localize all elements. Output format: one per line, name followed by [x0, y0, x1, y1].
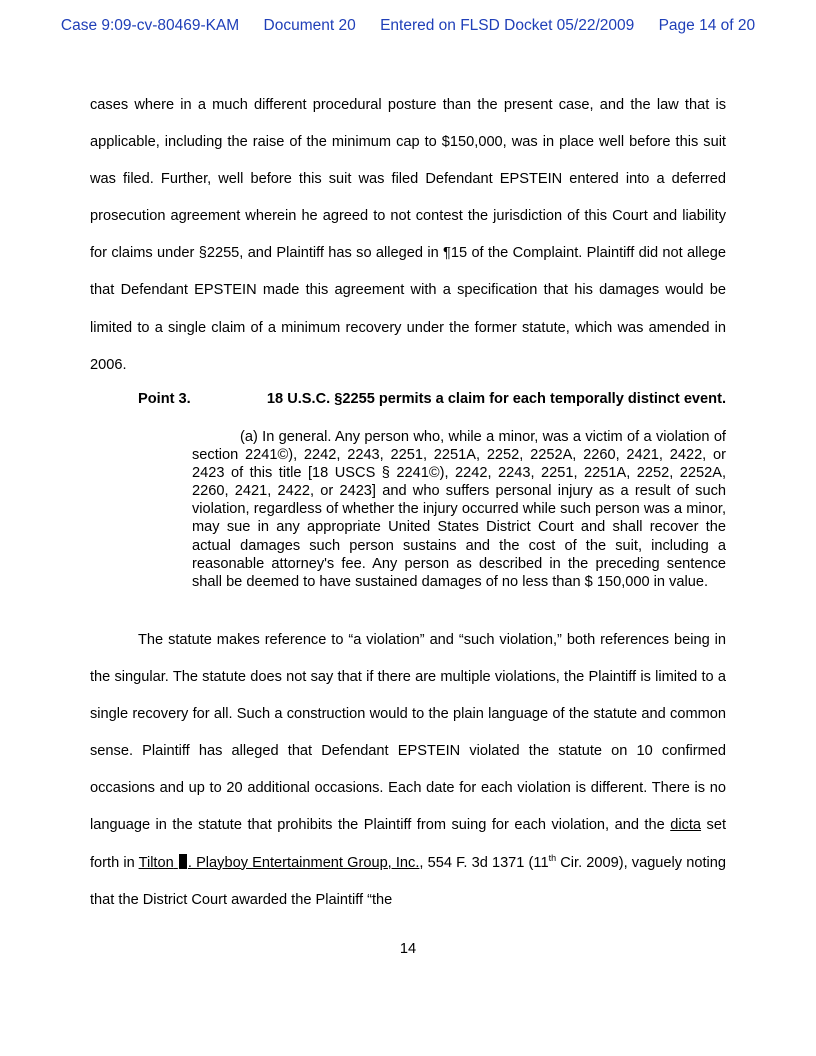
- statute-quote-text: (a) In general. Any person who, while a minor, was a victim of a violation of section 2241©), 2242, 2243, 2251, 2251A, 2252, 2252A, 2260, 2421, 2422, or 2423 of this title [18 USCS § 2241©), 2242, 2243, 2251, 2251A, 2252, 2252A, 2260, 2421, 2422, or 2423] and who suffers personal injury as a result of such violation, regardless of whether the injury occurred while such person was a minor, may sue in any appropriate United States District Court and shall recover the actual damages such person sustains and the cost of the suit, including a reasonable attorney's fee. Any person as described in the preceding sentence shall be deemed to have sustained damages of no less than $ 150,000 in value.: [192, 429, 726, 590]
- docket-entry: Entered on FLSD Docket 05/22/2009: [380, 17, 635, 34]
- point-number: Point 3.: [138, 391, 191, 407]
- document-number: Document 20: [263, 17, 356, 34]
- redaction-mark: [179, 854, 187, 869]
- page-number: 14: [399, 941, 417, 957]
- paragraph-2-text: The statute makes reference to “a violation” and “such violation,” both references being in the singular. The statute does not say that if there are multiple violations, the Plaintiff is limited to a single recovery for all. Such a construction would to the plain language of the statute and common sense. Plaintiff has alleged that Defendant EPSTEIN violated the statute on 10 confirmed occasions and up to 20 additional occasions. Each date for each violation is different. There is no language in the statute that prohibits the Plaintiff from suing for each violation, and the dicta set forth in Tilton . Playboy Entertainment Group, Inc., 554 F. 3d 1371 (11th Cir. 2009), vaguely noting that the District Court awarded the Plaintiff “the: [90, 632, 727, 908]
- statute-quote: [192, 428, 726, 591]
- point-title: 18 U.S.C. §2255 permits a claim for each temporally distinct event.: [266, 391, 726, 407]
- paragraph-1-text: cases where in a much different procedural posture than the present case, and the law that is applicable, including the raise of the minimum cap to $150,000, was in place well before this suit was filed. Further, well before this suit was filed Defendant EPSTEIN entered into a deferred prosecution agreement wherein he agreed to not contest the jurisdiction of this Court and liability for claims under §2255, and Plaintiff has so alleged in ¶15 of the Complaint. Plaintiff did not allege that Defendant EPSTEIN made this agreement with a specification that his damages would be limited to a single claim of a minimum recovery under the former statute, which was amended in 2006.: [90, 97, 726, 373]
- case-citation: Tilton . Playboy Entertainment Group, Inc.: [138, 854, 420, 871]
- docket-header: [0, 17, 816, 35]
- dicta-term: dicta: [670, 817, 702, 834]
- point-heading: [138, 391, 726, 407]
- paragraph-2: [90, 622, 726, 919]
- ordinal-suffix: th: [548, 852, 557, 863]
- page-of-total: Page 14 of 20: [658, 17, 756, 34]
- case-number: Case 9:09-cv-80469-KAM: [60, 17, 240, 34]
- paragraph-1: [90, 87, 726, 384]
